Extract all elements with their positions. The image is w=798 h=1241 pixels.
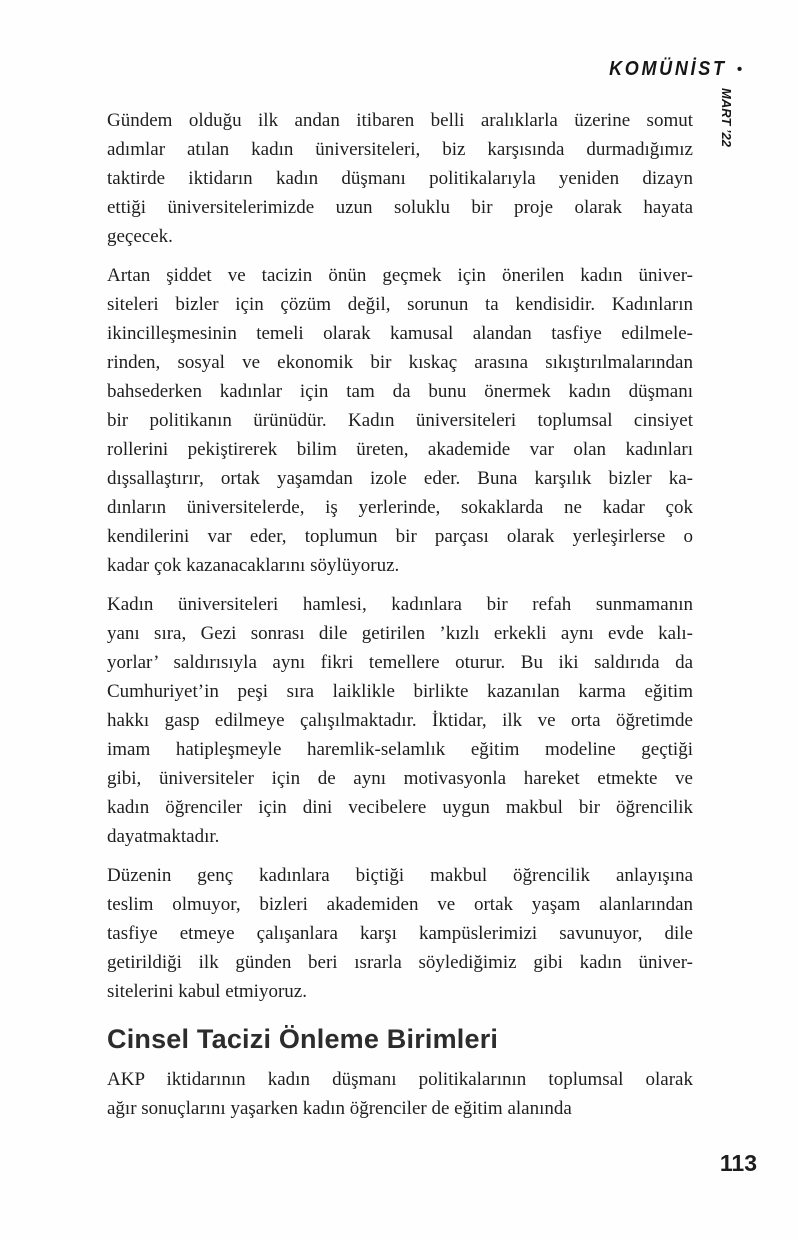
body-line: Düzenin genç kadınlara biçtiği makbul öğrencilik anlayışına [107, 865, 693, 886]
body-line: dayatmaktadır. [107, 826, 220, 847]
paragraph [107, 106, 693, 251]
body-line: ağır sonuçlarını yaşarken kadın öğrenciler de eğitim alanında [107, 1098, 572, 1119]
body-line: Cumhuriyet’in peşi sıra laiklikle birlikte kazanılan karma eğitim [107, 681, 693, 702]
body-line: hakkı gasp edilmeye çalışılmaktadır. İktidar, ilk ve orta öğretimde [107, 710, 693, 731]
page-number: 113 [719, 1150, 757, 1176]
body-line: sitelerini kabul etmiyoruz. [107, 981, 307, 1002]
body-line: ikincilleşmesinin temeli olarak kamusal alandan tasfiye edilmele- [107, 323, 693, 344]
journal-title: KOMÜNİST [609, 58, 727, 80]
paragraph [107, 1065, 693, 1123]
body-line: Kadın üniversiteleri hamlesi, kadınlara bir refah sunmamanın [107, 594, 693, 615]
body-line: dışsallaştırır, ortak yaşamdan izole eder. Buna karşılık bizler ka- [107, 468, 693, 489]
body-line: kadar çok kazanacaklarını söylüyoruz. [107, 555, 400, 576]
body-line: teslim olmuyor, bizleri akademiden ve ortak yaşam alanlarından [107, 894, 693, 915]
body-line: adımlar atılan kadın üniversiteleri, biz karşısında durmadığımız [107, 139, 693, 160]
body-line: siteleri bizler için çözüm değil, sorunun ta kendisidir. Kadınların [107, 294, 693, 315]
issue-label: MART ’22 [719, 88, 734, 147]
body-line: Gündem olduğu ilk andan itibaren belli aralıklarla üzerine somut [107, 110, 693, 131]
body-line: ettiği üniversitelerimizde uzun soluklu bir proje olarak hayata [107, 197, 693, 218]
paragraph [107, 590, 693, 851]
body-line: kendilerini var eder, toplumun bir parçası olarak yerleşirlerse o [107, 526, 693, 547]
body-line: bir politikanın ürünüdür. Kadın üniversiteleri toplumsal cinsiyet [107, 410, 693, 431]
separator-dot-icon: • [736, 61, 742, 78]
body-line: geçecek. [107, 226, 173, 247]
body-line: getirildiği ilk günden beri ısrarla söylediğimiz gibi kadın üniver- [107, 952, 693, 973]
body-line: taktirde iktidarın kadın düşmanı politikalarıyla yeniden dizayn [107, 168, 693, 189]
body-line: AKP iktidarının kadın düşmanı politikalarının toplumsal olarak [107, 1069, 693, 1090]
body-line: dınların üniversitelerde, iş yerlerinde, sokaklarda ne kadar çok [107, 497, 693, 518]
body-line: bahsederken kadınlar için tam da bunu önermek kadın düşmanı [107, 381, 693, 402]
paragraph [107, 261, 693, 580]
body-line: Artan şiddet ve tacizin önün geçmek için önerilen kadın üniver- [107, 265, 693, 286]
article-body [107, 106, 693, 1133]
body-line: rollerini pekiştirerek bilim üreten, akademide var olan kadınları [107, 439, 693, 460]
body-line: kadın öğrenciler için dini vecibelere uygun makbul bir öğrencilik [107, 797, 693, 818]
body-line: yanı sıra, Gezi sonrası dile getirilen ’kızlı erkekli aynı evde kalı- [107, 623, 693, 644]
running-head [596, 58, 742, 81]
body-line: tasfiye etmeye çalışanlara karşı kampüslerimizi savunuyor, dile [107, 923, 693, 944]
body-line: gibi, üniversiteler için de aynı motivasyonla hareket etmekte ve [107, 768, 693, 789]
body-line: yorlar’ saldırısıyla aynı fikri temellere oturur. Bu iki saldırıda da [107, 652, 693, 673]
body-line: imam hatipleşmeyle haremlik-selamlık eğitim modeline geçtiği [107, 739, 693, 760]
section-heading: Cinsel Tacizi Önleme Birimleri [107, 1024, 499, 1054]
paragraph [107, 861, 693, 1006]
body-line: rinden, sosyal ve ekonomik bir kıskaç arasına sıkıştırılmalarından [107, 352, 693, 373]
